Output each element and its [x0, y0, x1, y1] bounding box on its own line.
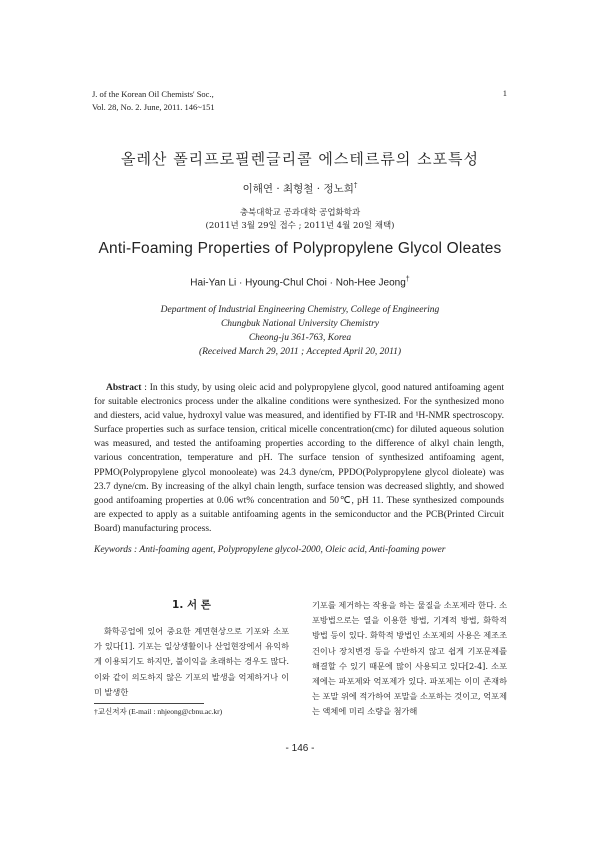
footnote-corresponding-author: †교신저자 (E-mail : nhjeong@cbnu.ac.kr) — [94, 707, 223, 716]
abstract-label: Abstract — [106, 383, 142, 393]
title-english: Anti-Foaming Properties of Polypropylene Glycol Oleates — [98, 240, 502, 257]
affiliation-english-line3: Cheong-ju 361-763, Korea — [248, 333, 352, 343]
authors-english-names: Hai-Yan Li · Hyoung-Chul Choi · Noh-Hee Jeong — [190, 277, 406, 289]
footnote-divider — [94, 703, 204, 704]
title-korean: 올레산 폴리프로필렌글리콜 에스테르류의 소포특성 — [120, 150, 480, 168]
corresponding-mark-en: † — [405, 276, 410, 283]
affiliation-english-line2: Chungbuk National University Chemistry — [220, 319, 380, 329]
authors-korean-names: 이해연 · 최형철 · 정노희 — [242, 183, 354, 195]
body-text-left-column: 화학공업에 있어 중요한 계면현상으로 기포와 소포가 있다[1]. 기포는 일상생활이나 산업현장에서 유익하게 이용되기도 하지만, 불이익을 초래하는 경우도 많다. 이와 같이 의도하지 않은 기포의 발생을 억제하거나 이미 발생한 — [94, 626, 289, 697]
authors-korean — [0, 181, 600, 196]
keywords: Keywords : Anti-foaming agent, Polypropylene glycol-2000, Oleic acid, Anti-foaming power — [94, 545, 446, 555]
authors-english — [0, 276, 600, 288]
affiliation-english — [0, 303, 600, 359]
abstract-text: : In this study, by using oleic acid and polypropylene glycol, good natured antifoaming agent for suitable electronics process under the alkaline conditions were synthesized. For the synthesized mono and diesters, acid value, hydroxyl value was measured, and identified by FT-IR and ¹H-NMR spectroscopy. Surface properties such as surface tension, critical micelle concentration(cmc) for diluted aqueous solution was measured, and tested the antifoaming properties according to the difference of alkyl chain length, various concentration, temperature and pH. The surface tension of synthesized antifoaming agent, PPMO(Polypropylene glycol monooleate) was 24.3 dyne/cm, PPDO(Polypropylene glycol dioleate) was 23.7 dyne/cm. By increasing of the alkyl chain length, surface tension was decreased slightly, and showed good antifoaming properties at 0.06 wt% concentration and 50℃, pH 11. These synthesized compounds are expected to apply as a suitable antifoaming agents in the semiconductor and the PCB(Printed Circuit Board) manufacturing process. — [94, 383, 504, 534]
affiliation-korean-dept: 충북대학교 공과대학 공업화학과 — [239, 208, 361, 218]
affiliation-korean — [0, 207, 600, 233]
journal-volume: Vol. 28, No. 2. June, 2011. 146~151 — [92, 102, 215, 112]
section-heading-introduction: 1. 서 론 — [172, 599, 211, 611]
body-text-right-column: 기포를 제거하는 작용을 하는 물질을 소포제라 한다. 소포방법으로는 열을 이용한 방법, 기계적 방법, 화학적 방법 등이 있다. 화학적 방법인 소포제의 사용은 제조조건이나 장치변경 등을 수반하지 않고 쉽게 기포문제를 해결할 수 있기 때문에 많이 사용되고 있다[2-4]. 소포제에는 파포제와 억포제가 있다. 파포제는 이미 존재하는 포말 위에 적가하여 포말을 소포하는 것이고, 억포제는 액체에 미리 소량을 첨가해 — [312, 600, 507, 717]
corresponding-mark: † — [353, 181, 358, 190]
page-number: - 146 - — [285, 743, 315, 754]
corner-page-number: 1 — [502, 88, 507, 98]
affiliation-english-line1: Department of Industrial Engineering Chemistry, College of Engineering — [160, 305, 440, 315]
dates-korean: (2011년 3월 29일 접수 ; 2011년 4월 20일 채택) — [205, 221, 395, 231]
received-dates: (Received March 29, 2011 ; Accepted April 20, 2011) — [198, 347, 402, 357]
journal-citation — [92, 88, 215, 114]
journal-name: J. of the Korean Oil Chemists' Soc., — [92, 89, 214, 99]
abstract — [94, 381, 504, 536]
